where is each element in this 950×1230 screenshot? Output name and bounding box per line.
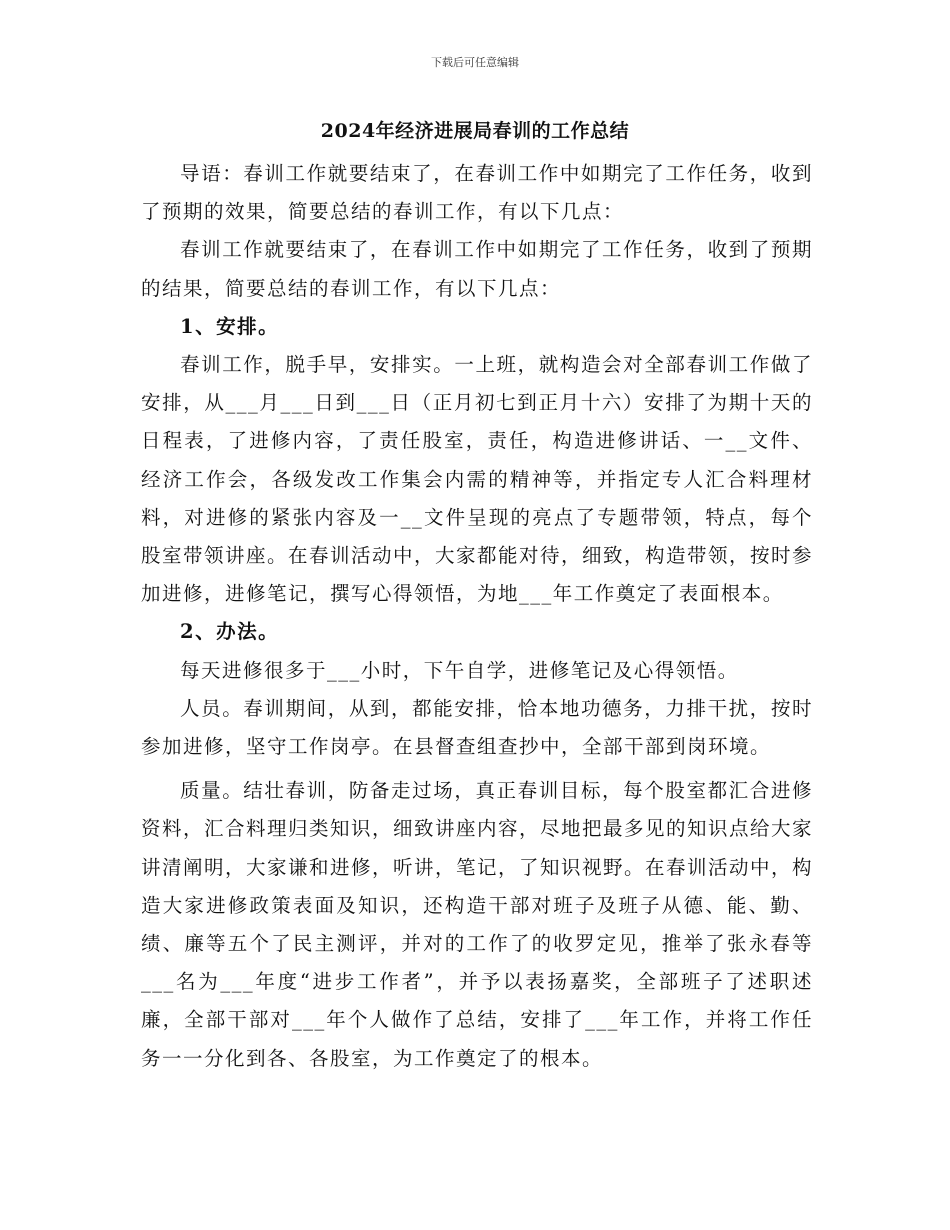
summary-paragraph: 春训工作就要结束了，在春训工作中如期完了工作任务，收到了预期的结果，简要总结的春训工作，有以下几点： — [141, 238, 813, 300]
arrangement-paragraph: 春训工作，脱手早，安排实。一上班，就构造会对全部春训工作做了安排，从___月___日到___日（正月初七到正月十六）安排了为期十天的日程表，了进修内容，了责任股室，责任，构造进修讲话、一__文件、经济工作会，各级发改工作集会内需的精神等，并指定专人汇合料理材料，对进修的紧张内容及一__文件呈现的亮点了专题带领，特点，每个股室带领讲座。在春训活动中，大家都能对待，细致，构造带领，按时参加进修，进修笔记，撰写心得领悟，为地___年工作奠定了表面根本。 — [141, 353, 814, 606]
section-heading-arrangement: 1、安排。 — [180, 314, 280, 338]
personnel-paragraph: 人员。春训期间，从到，都能安排，恰本地功德务，力排干扰，按时参加进修，坚守工作岗亭。在县督查组查抄中，全部干部到岗环境。 — [141, 696, 813, 759]
document-body — [141, 155, 813, 1078]
intro-paragraph: 导语：春训工作就要结束了，在春训工作中如期完了工作任务，收到了预期的效果，简要总结的春训工作，有以下几点： — [141, 162, 813, 224]
document-title: 2024年经济进展局春训的工作总结 — [320, 120, 630, 142]
section-heading-methods: 2、办法。 — [180, 620, 280, 644]
methods-paragraph: 每天进修很多于___小时，下午自学，进修笔记及心得领悟。 — [180, 658, 739, 682]
page-header-note: 下载后可任意编辑 — [431, 56, 519, 69]
quality-paragraph: 质量。结壮春训，防备走过场，真正春训目标，每个股室都汇合进修资料，汇合料理归类知识，细致讲座内容，尽地把最多见的知识点给大家讲清阐明，大家谦和进修，听讲，笔记，了知识视野。在春训活动中，构造大家进修政策表面及知识，还构造干部对班子及班子从德、能、勤、绩、廉等五个了民主测评，并对的工作了的收罗定见，推举了张永春等___名为___年度“进步工作者”，并予以表扬嘉奖，全部班子了述职述廉，全部干部对___年个人做作了总结，安排了___年工作，并将工作任务一一分化到各、各股室，为工作奠定了的根本。 — [141, 779, 814, 1070]
